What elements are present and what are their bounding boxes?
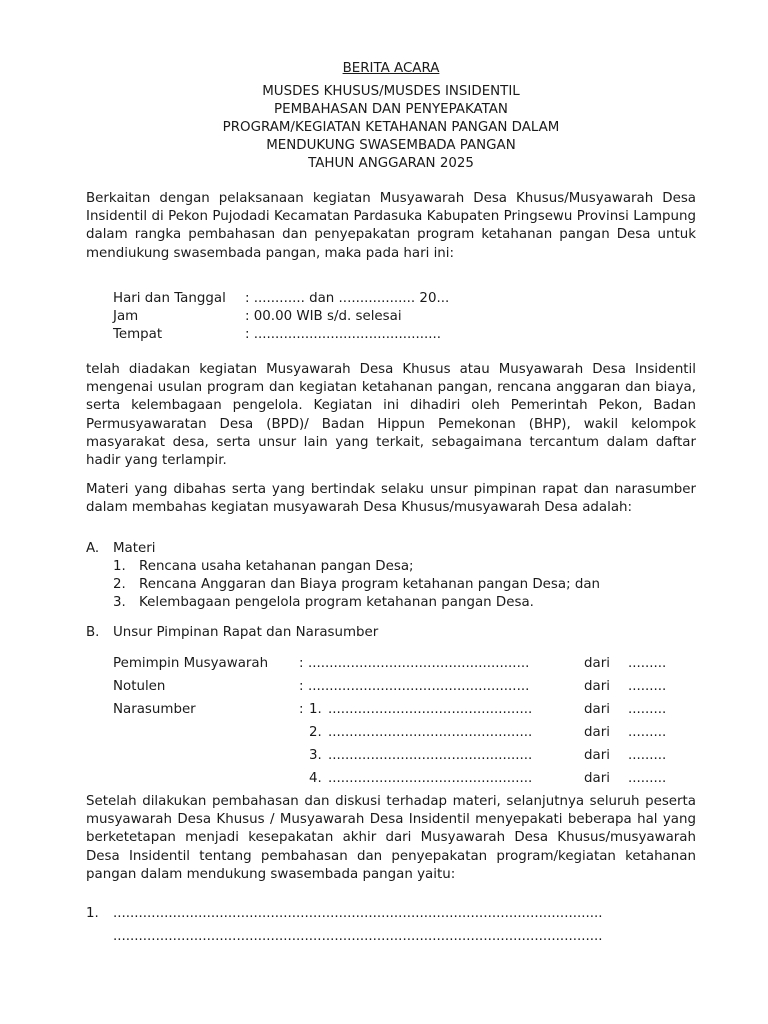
narasumber-number: 4. [309, 771, 322, 786]
hari-label: Hari dan Tanggal [113, 291, 226, 306]
narasumber-number: 2. [309, 725, 322, 740]
dari-fill: ......... [628, 679, 667, 694]
fill-line: ................................................ [328, 748, 533, 763]
subtitle-line: MENDUKUNG SWASEMBADA PANGAN [266, 138, 516, 153]
subtitle-line: PROGRAM/KEGIATAN KETAHANAN PANGAN DALAM [222, 120, 560, 135]
agreement-fill-line: ................................................................................................................... [113, 906, 603, 921]
section-b-marker: B. [86, 625, 100, 640]
jam-value: : 00.00 WIB s/d. selesai [245, 309, 402, 324]
document-title: BERITA ACARA [342, 61, 440, 76]
fill-line: ................................................ [328, 771, 533, 786]
dari-fill: ......... [628, 725, 667, 740]
conclusion-paragraph: Setelah dilakukan pembahasan dan diskusi terhadap materi, selanjutnya seluruh peserta musyawarah Desa Khusus / Musyawarah Desa Insidentil menyepakati beberapa hal yang berketetapan menjadi kesepakatan akhir dari Musyawarah Desa Khusus/musyawarah Desa Insidentil tentang pembahasan dan penyepakatan program/kegiatan ketahanan pangan dalam mendukung swasembada pangan yaitu: [86, 794, 696, 882]
narasumber-number: 1. [309, 702, 322, 717]
list-item-number: 3. [113, 595, 126, 610]
agreement-fill-line: ................................................................................................................... [113, 929, 603, 944]
list-item: Kelembagaan pengelola program ketahanan pangan Desa. [139, 595, 534, 610]
colon: : [299, 702, 304, 717]
section-a-title: Materi [113, 541, 156, 556]
materi-intro-paragraph: Materi yang dibahas serta yang bertindak selaku unsur pimpinan rapat dan narasumber dalam membahas kegiatan musyawarah Desa Khusus/musyawarah Desa adalah: [86, 482, 696, 516]
fill-line: ................................................ [328, 702, 533, 717]
jam-label: Jam [113, 309, 139, 324]
hari-value: : ............ dan .................. 20... [245, 291, 450, 306]
colon: : [299, 679, 304, 694]
fill-line: .................................................... [308, 656, 530, 671]
list-item: Rencana Anggaran dan Biaya program ketahanan pangan Desa; dan [139, 577, 601, 592]
narasumber-number: 3. [309, 748, 322, 763]
subtitle-line: TAHUN ANGGARAN 2025 [308, 156, 474, 171]
intro-paragraph: Berkaitan dengan pelaksanaan kegiatan Musyawarah Desa Khusus/Musyawarah Desa Insidentil di Pekon Pujodadi Kecamatan Pardasuka Kabupaten Pringsewu Provinsi Lampung dalam rangka pembahasan dan penyepakatan program ketahanan pangan Desa untuk mendiukung swasembada pangan, maka pada hari ini: [86, 191, 696, 261]
dari-label: dari [584, 748, 610, 763]
fill-line: ................................................ [328, 725, 533, 740]
body-paragraph: telah diadakan kegiatan Musyawarah Desa Khusus atau Musyawarah Desa Insidentil mengenai usulan program dan kegiatan ketahanan pangan, rencana anggaran dan biaya, serta kelembagaan pengelola. Kegiatan ini dihadiri oleh Pemerintah Pekon, Badan Permusyawaratan Desa (BPD)/ Badan Hippun Pemekonan (BHP), wakil kelompok masyarakat desa, serta unsur lain yang terkait, sebagaimana tercantum dalam daftar hadir yang terlampir. [86, 362, 696, 469]
subtitle-line: PEMBAHASAN DAN PENYEPAKATAN [274, 102, 508, 117]
dari-fill: ......... [628, 702, 667, 717]
list-item-number: 1. [113, 559, 126, 574]
pemimpin-label: Pemimpin Musyawarah [113, 656, 269, 671]
section-a-marker: A. [86, 541, 100, 556]
dari-label: dari [584, 679, 610, 694]
dari-label: dari [584, 702, 610, 717]
dari-fill: ......... [628, 748, 667, 763]
list-item: Rencana usaha ketahanan pangan Desa; [139, 559, 414, 574]
tempat-value: : ............................................ [245, 327, 442, 342]
dari-label: dari [584, 656, 610, 671]
fill-line: .................................................... [308, 679, 530, 694]
dari-fill: ......... [628, 771, 667, 786]
colon: : [299, 656, 304, 671]
dari-label: dari [584, 725, 610, 740]
tempat-label: Tempat [113, 327, 163, 342]
agreement-number: 1. [86, 906, 99, 921]
list-item-number: 2. [113, 577, 126, 592]
dari-fill: ......... [628, 656, 667, 671]
section-b-title: Unsur Pimpinan Rapat dan Narasumber [113, 625, 379, 640]
notulen-label: Notulen [113, 679, 166, 694]
subtitle-line: MUSDES KHUSUS/MUSDES INSIDENTIL [262, 84, 520, 99]
narasumber-label: Narasumber [113, 702, 196, 717]
dari-label: dari [584, 771, 610, 786]
